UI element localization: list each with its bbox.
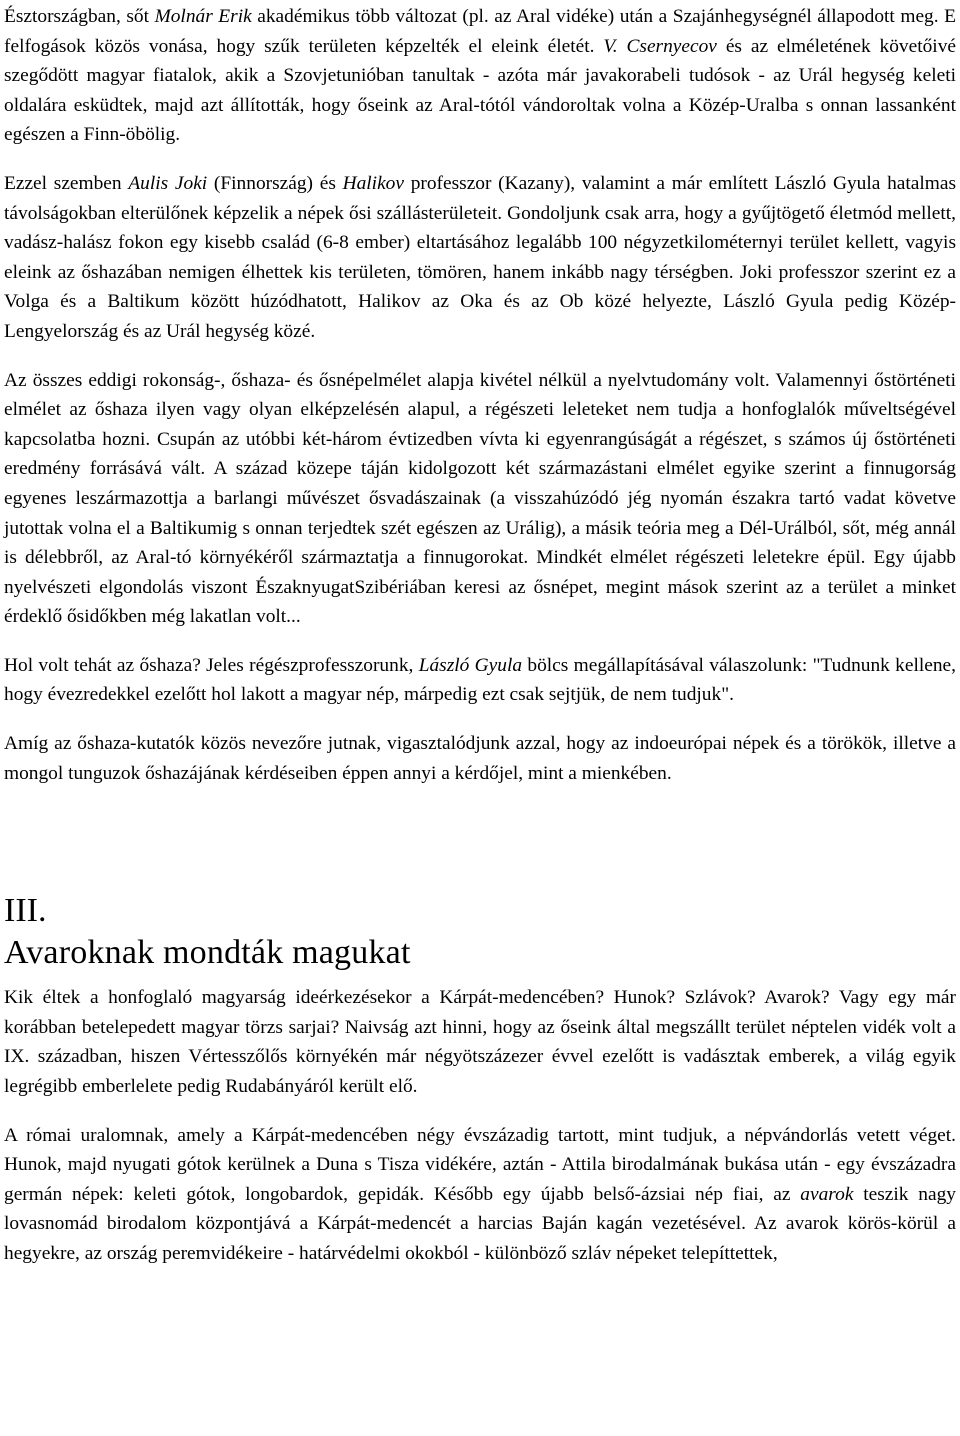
chapter-number: III. xyxy=(4,892,47,930)
paragraph xyxy=(4,169,956,347)
italic-text: Molnár Erik xyxy=(154,6,252,27)
paragraph xyxy=(4,729,956,788)
text-run: Hol volt tehát az őshaza? Jeles régészprofesszorunk, xyxy=(4,654,419,676)
text-run: és az elméletének követőivé szegődött magyar fiatalok, akik a Szovjetunióban tanultak - azóta már javakorabeli tudósok - az Urál hegység keleti oldalára esküdtek, majd azt állították, hogy őseink az Aral-tótól vándoroltak volna a Közép-Uralba s onnan lassanként egészen a Finn-öbölig. xyxy=(4,35,956,146)
text-run: Az összes eddigi rokonság-, őshaza- és ősnépelmélet alapja kivétel nélkül a nyelvtudomány volt. Valamennyi őstörténeti elmélet az őshaza ilyen vagy olyan elképzelésén alapul, a régészeti leleteket nem tudja a honfoglalók műveltségével kapcsolatba hozni. Csupán az utóbbi két-három évtizedben vívta ki egyenrangúságát a régészet, s számos új őstörténeti eredmény forrásává vált. A század közepe táján kidolgozott két származástani elmélet egyike szerint a finnugorság egyenes leszármazottja a barlangi művészet ősvadászainak (a visszahúzódó jég nyomán északra tartó vadat követve jutottak volna el a Baltikumig s onnan terjedtek szét egészen az Urálig), a másik teória meg a Dél-Urálból, sőt, még annál is délebbről, az Aral-tó környékéről származtatja a finnugorokat. Mindkét elmélet régészeti leletekre épül. Egy újabb nyelvészeti elgondolás viszont ÉszaknyugatSzibériában keresi az ősnépet, megint mások szerint az a terület a minket érdeklő ősidőkben még lakatlan volt... xyxy=(4,369,956,628)
text-run: bölcs megállapításával válaszolunk: "Tudnunk kellene, hogy évezredekkel ezelőtt hol lakott a magyar nép, márpedig ezt csak sejtjük, de nem tudjuk". xyxy=(4,654,957,706)
italic-text: László Gyula xyxy=(418,654,523,676)
paragraph xyxy=(4,2,956,150)
text-run: Amíg az őshaza-kutatók közös nevezőre jutnak, vigasztalódjunk azzal, hogy az indoeurópai népek és a törökök, illetve a mongol tunguzok őshazájának kérdéseiben éppen annyi a kérdőjel, mint a mienkében. xyxy=(4,733,956,784)
intro-section xyxy=(4,2,956,788)
paragraph xyxy=(4,651,956,710)
italic-text: Halikov xyxy=(342,172,404,194)
text-run: Kik éltek a honfoglaló magyarság ideérkezésekor a Kárpát-medencében? Hunok? Szlávok? Avarok? Vagy egy már korábban betelepedett magyar törzs sarjai? Naivság azt hinni, hogy az őseink által megszállt terület néptelen vidék volt a IX. században, hiszen Vértesszőlős környékén már négyötszázezer évvel ezelőtt is vadásztak emberek, a világ egyik legrégibb emberlelete pedig Rudabányáról került elő. xyxy=(4,987,956,1098)
italic-text: V. Csernyecov xyxy=(603,35,717,57)
text-run: Észtországban, sőt xyxy=(4,6,155,27)
text-run: teszik nagy lovasnomád birodalom központjává a Kárpát-medencét a harcias Baján kagán vezetésével. Az avarok körös-körül a hegyekre, az ország peremvidékeire - határvédelmi okokból - különböző szláv népeket telepíttettek, xyxy=(4,1183,956,1264)
document-page xyxy=(4,0,956,1269)
paragraph xyxy=(4,366,956,632)
chapter-title: Avaroknak mondták magukat xyxy=(4,934,411,972)
text-run: A római uralomnak, amely a Kárpát-medencében négy évszázadig tartott, mint tudjuk, a népvándorlás vetett véget. Hunok, majd nyugati gótok kerülnek a Duna s Tisza vidékére, aztán - Attila birodalmának bukása után - egy évszázadra germán népek: keleti gótok, longobardok, gepidák. Később egy újabb belső-ázsiai nép fiai, az xyxy=(4,1124,956,1205)
italic-text: avarok xyxy=(800,1183,854,1205)
text-run: professzor (Kazany), valamint a már említett László Gyula hatalmas távolságokban elterülőnek képzelik a népek ősi szállásterületeit. Gondoljunk csak arra, hogy a gyűjtögető életmód mellett, vadász-halász fokon egy kisebb család (6-8 ember) eltartásához legalább 100 négyzetkilométernyi terület kellett, vagyis eleink az őshazában nemigen élhettek kis területen, tömören, hanem inkább nagy térségben. Joki professzor szerint ez a Volga és a Baltikum között húzódhatott, Halikov az Oka és az Ob közé helyezte, László Gyula pedig Közép-Lengyelország és az Urál hegység közé. xyxy=(4,172,956,342)
italic-text: Aulis Joki xyxy=(128,172,208,194)
text-run: akadémikus több változat (pl. az Aral vidéke) után a Szajánhegységnél állapodott meg. E felfogások közös vonása, hogy szűk területen képzelték el eleink életét. xyxy=(4,6,956,57)
chapter-section xyxy=(4,891,956,1268)
paragraph xyxy=(4,983,956,1101)
paragraph xyxy=(4,1121,956,1269)
text-run: Ezzel szemben xyxy=(4,172,129,194)
text-run: (Finnország) és xyxy=(207,172,343,194)
